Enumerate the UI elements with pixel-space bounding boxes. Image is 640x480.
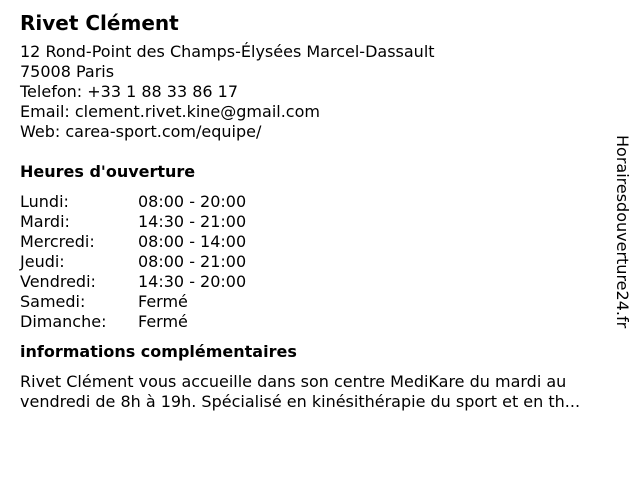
email-line[interactable]: Email: clement.rivet.kine@gmail.com (20, 102, 320, 121)
hours-time: 08:00 - 21:00 (138, 252, 247, 271)
site-watermark: Horairesdouverture24.fr (613, 135, 632, 329)
hours-time: 08:00 - 14:00 (138, 232, 247, 251)
city-postal: 75008 Paris (20, 62, 115, 81)
hours-row-saturday (20, 292, 620, 312)
info-line-2: vendredi de 8h à 19h. Spécialisé en kinésithérapie du sport et en th... (20, 392, 581, 411)
phone-line[interactable]: Telefon: +33 1 88 33 86 17 (20, 82, 239, 101)
hours-table (20, 192, 620, 332)
hours-day: Dimanche: (20, 312, 107, 331)
web-line[interactable]: Web: carea-sport.com/equipe/ (20, 122, 262, 141)
hours-row-monday (20, 192, 620, 212)
hours-row-sunday (20, 312, 620, 332)
hours-day: Jeudi: (20, 252, 65, 271)
hours-time: Fermé (138, 292, 188, 311)
street-address: 12 Rond-Point des Champs-Élysées Marcel-Dassault (20, 42, 435, 61)
hours-row-tuesday (20, 212, 620, 232)
hours-row-wednesday (20, 232, 620, 252)
hours-time: 14:30 - 21:00 (138, 212, 247, 231)
info-heading: informations complémentaires (20, 342, 297, 361)
hours-day: Lundi: (20, 192, 69, 211)
hours-row-thursday (20, 252, 620, 272)
info-description (20, 372, 632, 412)
business-card (20, 10, 620, 412)
hours-row-friday (20, 272, 620, 292)
hours-time: Fermé (138, 312, 188, 331)
info-line-1: Rivet Clément vous accueille dans son centre MediKare du mardi au (20, 372, 567, 391)
hours-day: Mardi: (20, 212, 70, 231)
hours-day: Samedi: (20, 292, 86, 311)
hours-time: 08:00 - 20:00 (138, 192, 247, 211)
hours-day: Vendredi: (20, 272, 96, 291)
business-name: Rivet Clément (20, 11, 179, 35)
hours-heading: Heures d'ouverture (20, 162, 196, 181)
hours-time: 14:30 - 20:00 (138, 272, 247, 291)
hours-day: Mercredi: (20, 232, 95, 251)
